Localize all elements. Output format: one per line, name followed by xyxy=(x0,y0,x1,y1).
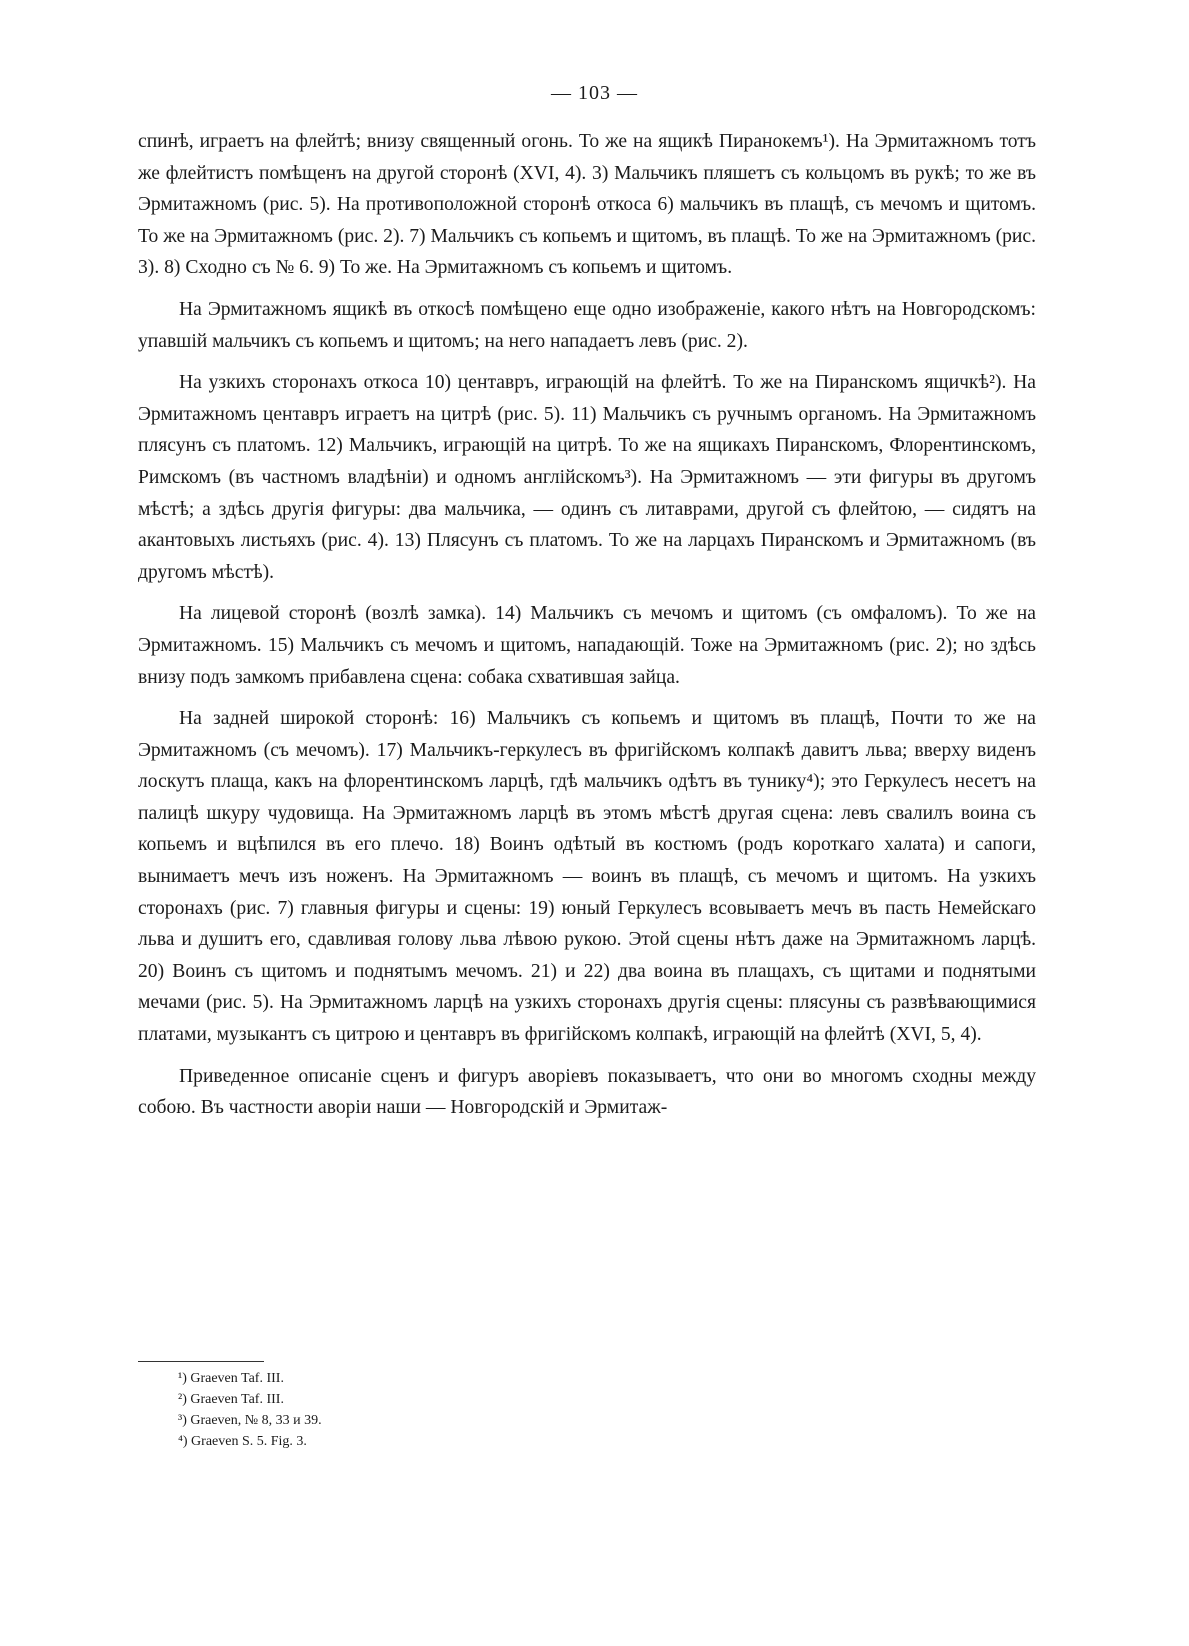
paragraph-6: Приведенное описаніе сценъ и фигуръ авоpieвъ показываетъ, что они во многомъ сходны между собою. Въ частности аворіи наши — Новгородскій и Эрмитаж- xyxy=(138,1065,1036,1119)
footnote-divider xyxy=(138,1361,264,1362)
body-text xyxy=(138,126,1036,1124)
paragraph-4: На лицевой сторонѣ (возлѣ замка). 14) Мальчикъ съ мечомъ и щитомъ (съ омфаломъ). То же на Эрмитажномъ. 15) Мальчикъ съ мечомъ и щитомъ, нападающій. Тоже на Эрмитажномъ (рис. 2); но здѣсь внизу подъ замкомъ прибавлена сцена: собака схватившая зайца. xyxy=(138,603,1036,688)
footnote-4: ⁴) Graeven S. 5. Fig. 3. xyxy=(178,1434,307,1449)
paragraph-5: На задней широкой сторонѣ: 16) Мальчикъ съ копьемъ и щитомъ въ плащѣ, Почти то же на Эрмитажномъ (съ мечомъ). 17) Мальчикъ-геркулесъ въ фригійскомъ колпакѣ давитъ льва; вверху виденъ лоскутъ плаща, какъ на флорентинскомъ ларцѣ, гдѣ мальчикъ одѣтъ въ тунику⁴); это Геркулесъ несетъ на палицѣ шкуру чудовища. На Эрмитажномъ ларцѣ въ этомъ мѣстѣ другая сцена: левъ свалилъ воина съ копьемъ и вцѣпился въ его плечо. 18) Воинъ одѣтый въ костюмъ (родъ короткаго халата) и сапоги, вынимаетъ мечъ изъ ноженъ. На Эрмитажномъ — воинъ въ плащѣ, съ мечомъ и щитомъ. На узкихъ сторонахъ (рис. 7) главныя фигуры и сцены: 19) юный Геркулесъ всовываетъ мечъ въ пасть Немейскаго льва и душитъ его, сдавливая голову льва лѣвою рукою. Этой сцены нѣтъ даже на Эрмитажномъ ларцѣ. 20) Воинъ съ щитомъ и поднятымъ мечомъ. 21) и 22) два воина въ плащахъ, съ щитами и поднятыми мечами (рис. 5). На Эрмитажномъ ларцѣ на узкихъ сторонахъ другія сцены: плясуны съ развѣвающимися платами, музыкантъ съ цитрою и центавръ въ фригійскомъ колпакѣ, играющій на флейтѣ (XVI, 5, 4). xyxy=(138,708,1036,1046)
footnote-2: ²) Graeven Taf. III. xyxy=(178,1392,284,1407)
footnote-3: ³) Graeven, № 8, 33 и 39. xyxy=(178,1413,322,1428)
footnotes xyxy=(178,1368,778,1452)
paragraph-2: На Эрмитажномъ ящикѣ въ откосѣ помѣщено еще одно изображенie, какого нѣтъ на Новгородскомъ: упавшій мальчикъ съ копьемъ и щитомъ; на него нападаетъ левъ (рис. 2). xyxy=(138,298,1036,352)
paragraph-1: спинѣ, играетъ на флейтѣ; внизу священный огонь. То же на ящикѣ Пиранокемъ¹). На Эрмитажномъ тотъ же флейтистъ помѣщенъ на другой сторонѣ (XVI, 4). 3) Мальчикъ пляшетъ съ кольцомъ въ рукѣ; то же въ Эрмитажномъ (рис. 5). На противоположной сторонѣ откоса 6) мальчикъ въ плащѣ, съ мечомъ и щитомъ. То же на Эрмитажномъ (рис. 2). 7) Мальчикъ съ копьемъ и щитомъ, въ плащѣ. То же на Эрмитажномъ (рис. 3). 8) Сходно съ № 6. 9) То же. На Эрмитажномъ съ копьемъ и щитомъ. xyxy=(138,131,1037,279)
page-number: — 103 — xyxy=(551,82,638,104)
footnote-1: ¹) Graeven Taf. III. xyxy=(178,1371,284,1386)
paragraph-3: На узкихъ сторонахъ откоса 10) центавръ, играющій на флейтѣ. То же на Пиранскомъ ящичкѣ²). На Эрмитажномъ центавръ играетъ на цитрѣ (рис. 5). 11) Мальчикъ съ ручнымъ органомъ. На Эрмитажномъ плясунъ съ платомъ. 12) Мальчикъ, играющій на цитрѣ. То же на ящикахъ Пиранскомъ, Флорентинскомъ, Римскомъ (въ частномъ владѣніи) и одномъ англійскомъ³). На Эрмитажномъ — эти фигуры въ другомъ мѣстѣ; а здѣсь другія фигуры: два мальчика, — одинъ съ литаврами, другой съ флейтою, — сидятъ на акантовыхъ листьяхъ (рис. 4). 13) Плясунъ съ платомъ. То же на ларцахъ Пиранскомъ и Эрмитажномъ (въ другомъ мѣстѣ). xyxy=(138,372,1036,583)
